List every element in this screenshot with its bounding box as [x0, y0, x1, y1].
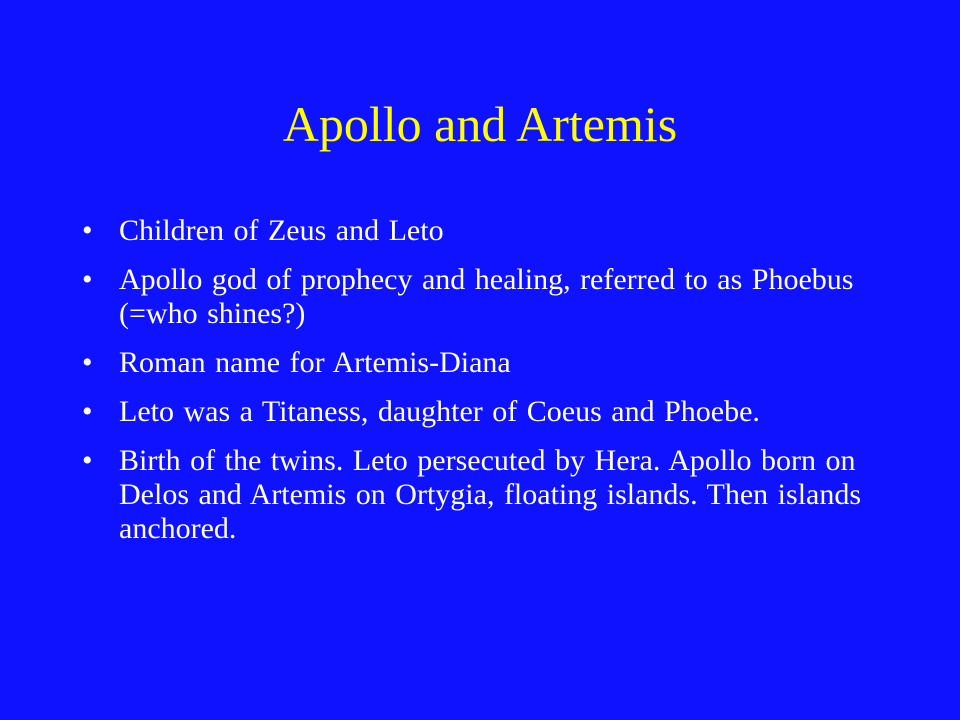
bullet-item: [82, 263, 902, 331]
bullet-marker: •: [82, 214, 93, 247]
bullet-item: [82, 444, 902, 546]
bullet-text: Children of Zeus and Leto: [119, 214, 444, 247]
bullet-text: Apollo god of prophecy and healing, referred to as Phoebus (=who shines?): [119, 263, 854, 330]
bullet-marker: •: [82, 444, 93, 477]
bullet-marker: •: [82, 395, 93, 428]
slide-title: Apollo and Artemis: [282, 96, 678, 152]
bullet-item: [82, 395, 902, 429]
bullet-text: Leto was a Titaness, daughter of Coeus and Phoebe.: [119, 395, 760, 428]
bullet-text: Birth of the twins. Leto persecuted by Hera. Apollo born on Delos and Artemis on Ortygia, floating islands. Then islands anchored.: [119, 444, 862, 545]
bullet-item: [82, 214, 902, 248]
bullet-marker: •: [82, 263, 93, 296]
bullet-item: [82, 346, 902, 380]
bullet-text: Roman name for Artemis-Diana: [119, 346, 511, 379]
bullet-marker: •: [82, 346, 93, 379]
bullet-list: [82, 214, 902, 561]
